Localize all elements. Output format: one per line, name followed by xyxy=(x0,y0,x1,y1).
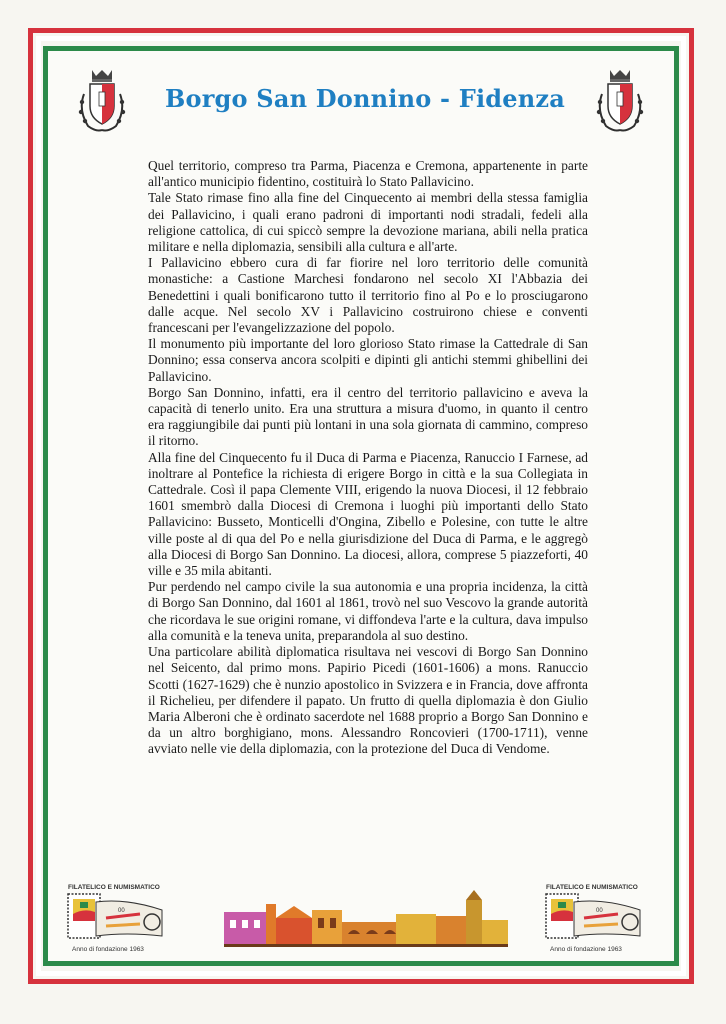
paragraph: Borgo San Donnino, infatti, era il centro del territorio pallavicino e aveva la capacità di tenerlo unito. Era una struttura a misura d'uomo, in quanto il centro era raggiungibile dai punti più lontani in una sola giornata di cammino, compreso il ritorno. xyxy=(148,384,588,449)
svg-text:00: 00 xyxy=(118,908,125,914)
page-title: Borgo San Donnino - Fidenza xyxy=(165,84,565,113)
logo-top-text: FILATELICO E NUMISMATICO xyxy=(546,884,638,891)
stamp-icon xyxy=(66,892,170,946)
coat-of-arms-right-icon xyxy=(590,66,650,138)
paragraph: I Pallavicino ebbero cura di far fiorire nel loro territorio delle comunità monastiche: a Castione Marchesi fondarono nel secolo XI l'Abbazia dei Benedettini i quali bonificarono tutto il territorio fino al Po e lo prosciugarono dalle acque. Nel secolo XV i Pallavicino costruirono chiese e conventi francescani per l'evangelizzazione del popolo. xyxy=(148,255,588,336)
article-body xyxy=(148,158,588,758)
coat-of-arms-left-icon xyxy=(72,66,132,138)
paragraph: Quel territorio, compreso tra Parma, Piacenza e Cremona, appartenente in parte all'antico municipio fidentino, costituirà lo Stato Pallavicino. xyxy=(148,158,588,190)
logo-bottom-text: Anno di fondazione 1963 xyxy=(550,946,622,953)
club-logo-left xyxy=(66,884,170,956)
city-skyline-icon xyxy=(224,890,508,948)
svg-text:00: 00 xyxy=(596,908,603,914)
stamp-icon xyxy=(544,892,648,946)
paragraph: Pur perdendo nel campo civile la sua autonomia e una propria incidenza, la città di Borgo San Donnino, dal 1601 al 1861, trovò nel suo Vescovo la grande autorità che ricordava le sue origini romane, vi diffondeva l'arte e la cultura, dava impulso alla comunità e la teneva unita, preparandola al suo destino. xyxy=(148,579,588,643)
paragraph: Alla fine del Cinquecento fu il Duca di Parma e Piacenza, Ranuccio I Farnese, ad inoltrare al Pontefice la richiesta di erigere Borgo in città e la sua Collegiata in Cattedrale. Così il papa Clemente VIII, erigendo la nuova Diocesi, il 12 febbraio 1601 smembrò dalla Diocesi di Cremona i luoghi più importanti dello Stato Pallavicino: Busseto, Monticelli d'Ongina, Zibello e Polesine, con tutte le altre ville poste al di qua del Po e nella giurisdizione del Duca di Parma, e le aggregò alla Diocesi di Borgo San Donnino. La diocesi, allora, comprese 5 piazzeforti, 40 ville e 35 mila abitanti. xyxy=(148,449,588,579)
logo-bottom-text: Anno di fondazione 1963 xyxy=(72,946,144,953)
logo-top-text: FILATELICO E NUMISMATICO xyxy=(68,884,160,891)
paragraph: Una particolare abilità diplomatica risultava nei vescovi di Borgo San Donnino nel Seicento, dal primo mons. Papirio Picedi (1601-1606) a mons. Ranuccio Scotti (1627-1629) che è nunzio apostolico in Svizzera e in Francia, dove affronta il Richelieu, per difendere il papato. Un frutto di quella diplomazia è don Giulio Maria Alberoni che è ordinato sacerdote nel 1688 proprio a Borgo San Donnino e da un altro borghigiano, mons. Alessandro Roncovieri (1700-1711), venne avviato nelle vie della diplomazia, con la protezione del Duca di Vendome. xyxy=(148,644,588,757)
paragraph: Tale Stato rimase fino alla fine del Cinquecento ai membri della stessa famiglia dei Pallavicino, i quali erano padroni di importanti nodi stradali, fedeli alla religione cattolica, di cui spiccò sempre la devozione mariana, abili nella pratica militare e nella diplomazia, sensibili alla cultura e all'arte. xyxy=(148,190,588,255)
club-logo-right xyxy=(544,884,648,956)
paragraph: Il monumento più importante del loro glorioso Stato rimase la Cattedrale di San Donnino; essa conserva ancora scolpiti e dipinti gli antichi stemmi ghibellini dei Pallavicino. xyxy=(148,336,588,384)
